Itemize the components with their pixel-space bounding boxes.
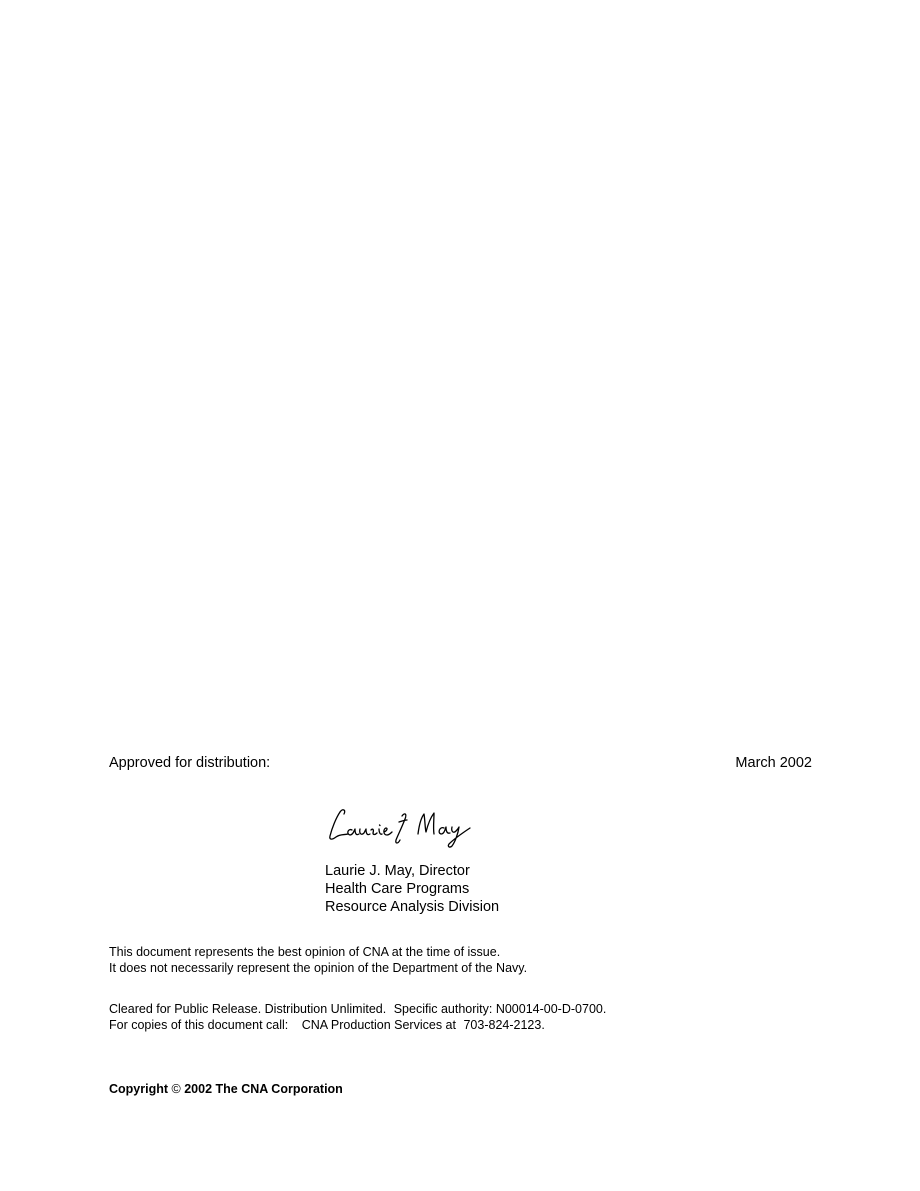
disclaimer [109, 944, 527, 976]
signer-program: Health Care Programs [325, 881, 470, 897]
release-line-2 [109, 1017, 606, 1033]
release-line-1 [109, 1001, 606, 1017]
disclaimer-line-1: This document represents the best opinion of CNA at the time of issue. [109, 945, 501, 959]
signer-division: Resource Analysis Division [325, 899, 500, 915]
copies-phone: 703-824-2123. [463, 1018, 545, 1032]
signer-block [325, 862, 499, 916]
copies-prefix: For copies of this document call: [109, 1018, 289, 1032]
copyright-notice [109, 1081, 343, 1097]
copyright-symbol: © [171, 1082, 181, 1096]
disclaimer-line-2: It does not necessarily represent the opinion of the Department of the Navy. [109, 961, 528, 975]
handwritten-signature [326, 804, 476, 852]
copyright-prefix: Copyright [109, 1082, 169, 1096]
signer-name-title: Laurie J. May, Director [325, 863, 470, 879]
approval-label: Approved for distribution: [109, 755, 271, 771]
release-statement [109, 1001, 606, 1033]
release-authority: Specific authority: N00014-00-D-0700. [393, 1002, 607, 1016]
release-cleared: Cleared for Public Release. Distribution Unlimited. [109, 1002, 387, 1016]
approval-date: March 2002 [735, 755, 812, 771]
copies-service: CNA Production Services at [301, 1018, 456, 1032]
approval-line [109, 754, 812, 772]
copyright-text: 2002 The CNA Corporation [184, 1082, 343, 1096]
